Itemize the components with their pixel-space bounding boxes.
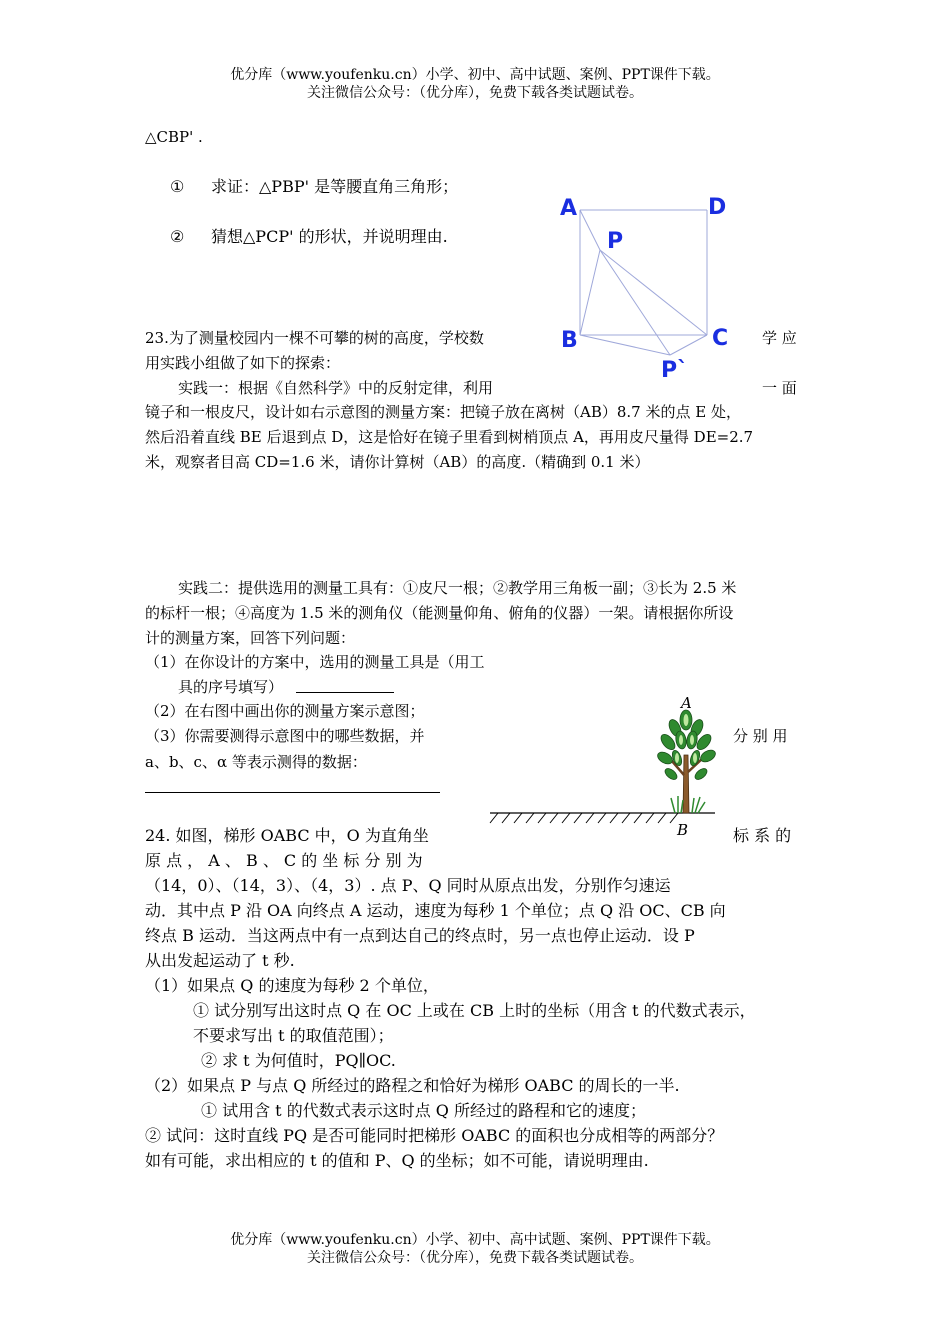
q23-line2: 用实践小组做了如下的探索： <box>145 354 341 372</box>
segment-pp2 <box>600 250 670 355</box>
q24-part1-a-line1: ① 试分别写出这时点 Q 在 OC 上或在 CB 上时的坐标（用含 t 的代数式表示， <box>193 1001 756 1020</box>
q24-part2-b-line2: 如有可能，求出相应的 t 的值和 P、Q 的坐标；如不可能，请说明理由. <box>145 1151 649 1170</box>
tree-trunk <box>683 755 689 813</box>
q24-part1-a-line2: 不要求写出 t 的取值范围）； <box>193 1026 394 1045</box>
q23-line1-right: 学 应 <box>762 329 797 347</box>
q24-part2-a: ① 试用含 t 的代数式表示这时点 Q 所经过的路程和它的速度； <box>201 1101 646 1120</box>
segment-pc <box>600 250 707 335</box>
q22-tail: △CBP' . <box>145 128 203 146</box>
q22-item2-mark: ② <box>170 227 185 246</box>
q23-line3-left: 实践一：根据《自然科学》中的反射定律，利用 <box>178 379 494 397</box>
label-d: D <box>708 195 727 220</box>
q24-line1-left: 24. 如图，梯形 OABC 中，O 为直角坐 <box>145 826 429 845</box>
q23-line6: 米，观察者目高 CD=1.6 米，请你计算树（AB）的高度.（精确到 0.1 米） <box>145 453 650 471</box>
segment-ap <box>580 210 600 250</box>
q23-sub3-line1: （3）你需要测得示意图中的哪些数据，并 <box>145 727 425 745</box>
q23-practice2-line2: 的标杆一根；④高度为 1.5 米的测角仪（能测量仰角、俯角的仪器）一架。请根据你所设 <box>145 604 734 622</box>
q24-line2: 原 点 ， A 、 B 、 C 的 坐 标 分 别 为 <box>145 851 423 870</box>
q24-line6: 从出发起运动了 t 秒. <box>145 951 295 970</box>
label-b: B <box>561 328 578 353</box>
q23-sub2: （2）在右图中画出你的测量方案示意图； <box>145 702 425 720</box>
segment-pb <box>580 250 600 335</box>
q24-line3: （14，0）、（14，3）、（4，3）. 点 P、Q 同时从原点出发，分别作匀速运 <box>145 876 671 895</box>
q24-part2-b-line1: ② 试问：这时直线 PQ 是否可能同时把梯形 OABC 的面积也分成相等的两部分？ <box>145 1126 724 1145</box>
q23-sub3-line2: a、b、c、α 等表示测得的数据： <box>145 753 367 771</box>
q23-line4: 镜子和一根皮尺，设计如右示意图的测量方案：把镜子放在离树（AB）8.7 米的点 E 处， <box>145 403 741 421</box>
page-header-line2: 关注微信公众号：（优分库），免费下载各类试题试卷。 <box>307 85 643 101</box>
segment-bp2 <box>580 335 670 355</box>
q24-line5: 终点 B 运动．当这两点中有一点到达自己的终点时，另一点也停止运动．设 P <box>145 926 695 945</box>
q23-sub1-answer-blank <box>296 692 394 693</box>
q24-part2: （2）如果点 P 与点 Q 所经过的路程之和恰好为梯形 OABC 的周长的一半. <box>145 1076 680 1095</box>
tree-label-b: B <box>677 821 689 839</box>
q23-practice2-line1: 实践二：提供选用的测量工具有：①皮尺一根；②教学用三角板一副；③长为 2.5 米 <box>178 579 737 597</box>
tree-label-a: A <box>681 694 692 712</box>
q24-line1-right: 标 系 的 <box>733 826 792 845</box>
label-a: A <box>560 196 578 221</box>
q22-item1-mark: ① <box>170 177 185 196</box>
page-footer-line2: 关注微信公众号：（优分库），免费下载各类试题试卷。 <box>307 1250 643 1266</box>
label-c: C <box>712 326 729 351</box>
page-footer-line1: 优分库（www.youfenku.cn）小学、初中、高中试题、案例、PPT课件下载。 <box>230 1232 720 1248</box>
q23-line5: 然后沿着直线 BE 后退到点 D，这是恰好在镜子里看到树梢顶点 A，再用皮尺量得 DE=2.7 <box>145 428 754 446</box>
page-header-line1: 优分库（www.youfenku.cn）小学、初中、高中试题、案例、PPT课件下载。 <box>230 67 720 83</box>
q24-line4: 动．其中点 P 沿 OA 向终点 A 运动，速度为每秒 1 个单位；点 Q 沿 OC、CB 向 <box>145 901 726 920</box>
q24-part1: （1）如果点 Q 的速度为每秒 2 个单位， <box>145 976 439 995</box>
q23-line1-left: 23.为了测量校园内一棵不可攀的树的高度，学校数 <box>145 329 484 347</box>
q24-part1-b: ② 求 t 为何值时，PQ∥OC. <box>201 1051 396 1070</box>
label-p-prime: P` <box>661 358 689 383</box>
label-p: P <box>607 229 624 254</box>
ground-hatching <box>490 813 678 823</box>
q23-practice2-line3: 计的测量方案，回答下列问题： <box>145 629 356 647</box>
square-figure <box>555 190 735 390</box>
q23-line3-right: 一 面 <box>762 379 797 397</box>
segment-cp2 <box>670 335 707 355</box>
q23-sub1-line2: 具的序号填写） <box>178 678 284 696</box>
q23-sub1-line1: （1）在你设计的方案中，选用的测量工具是（用工 <box>145 653 485 671</box>
q23-sub3-answer-blank <box>145 792 440 793</box>
q23-sub3-right: 分 别 用 <box>733 727 788 745</box>
tree-figure <box>485 690 725 840</box>
q22-item1-text: 求证：△PBP' 是等腰直角三角形； <box>211 177 459 196</box>
q22-item2-text: 猜想△PCP' 的形状，并说明理由. <box>211 227 448 246</box>
